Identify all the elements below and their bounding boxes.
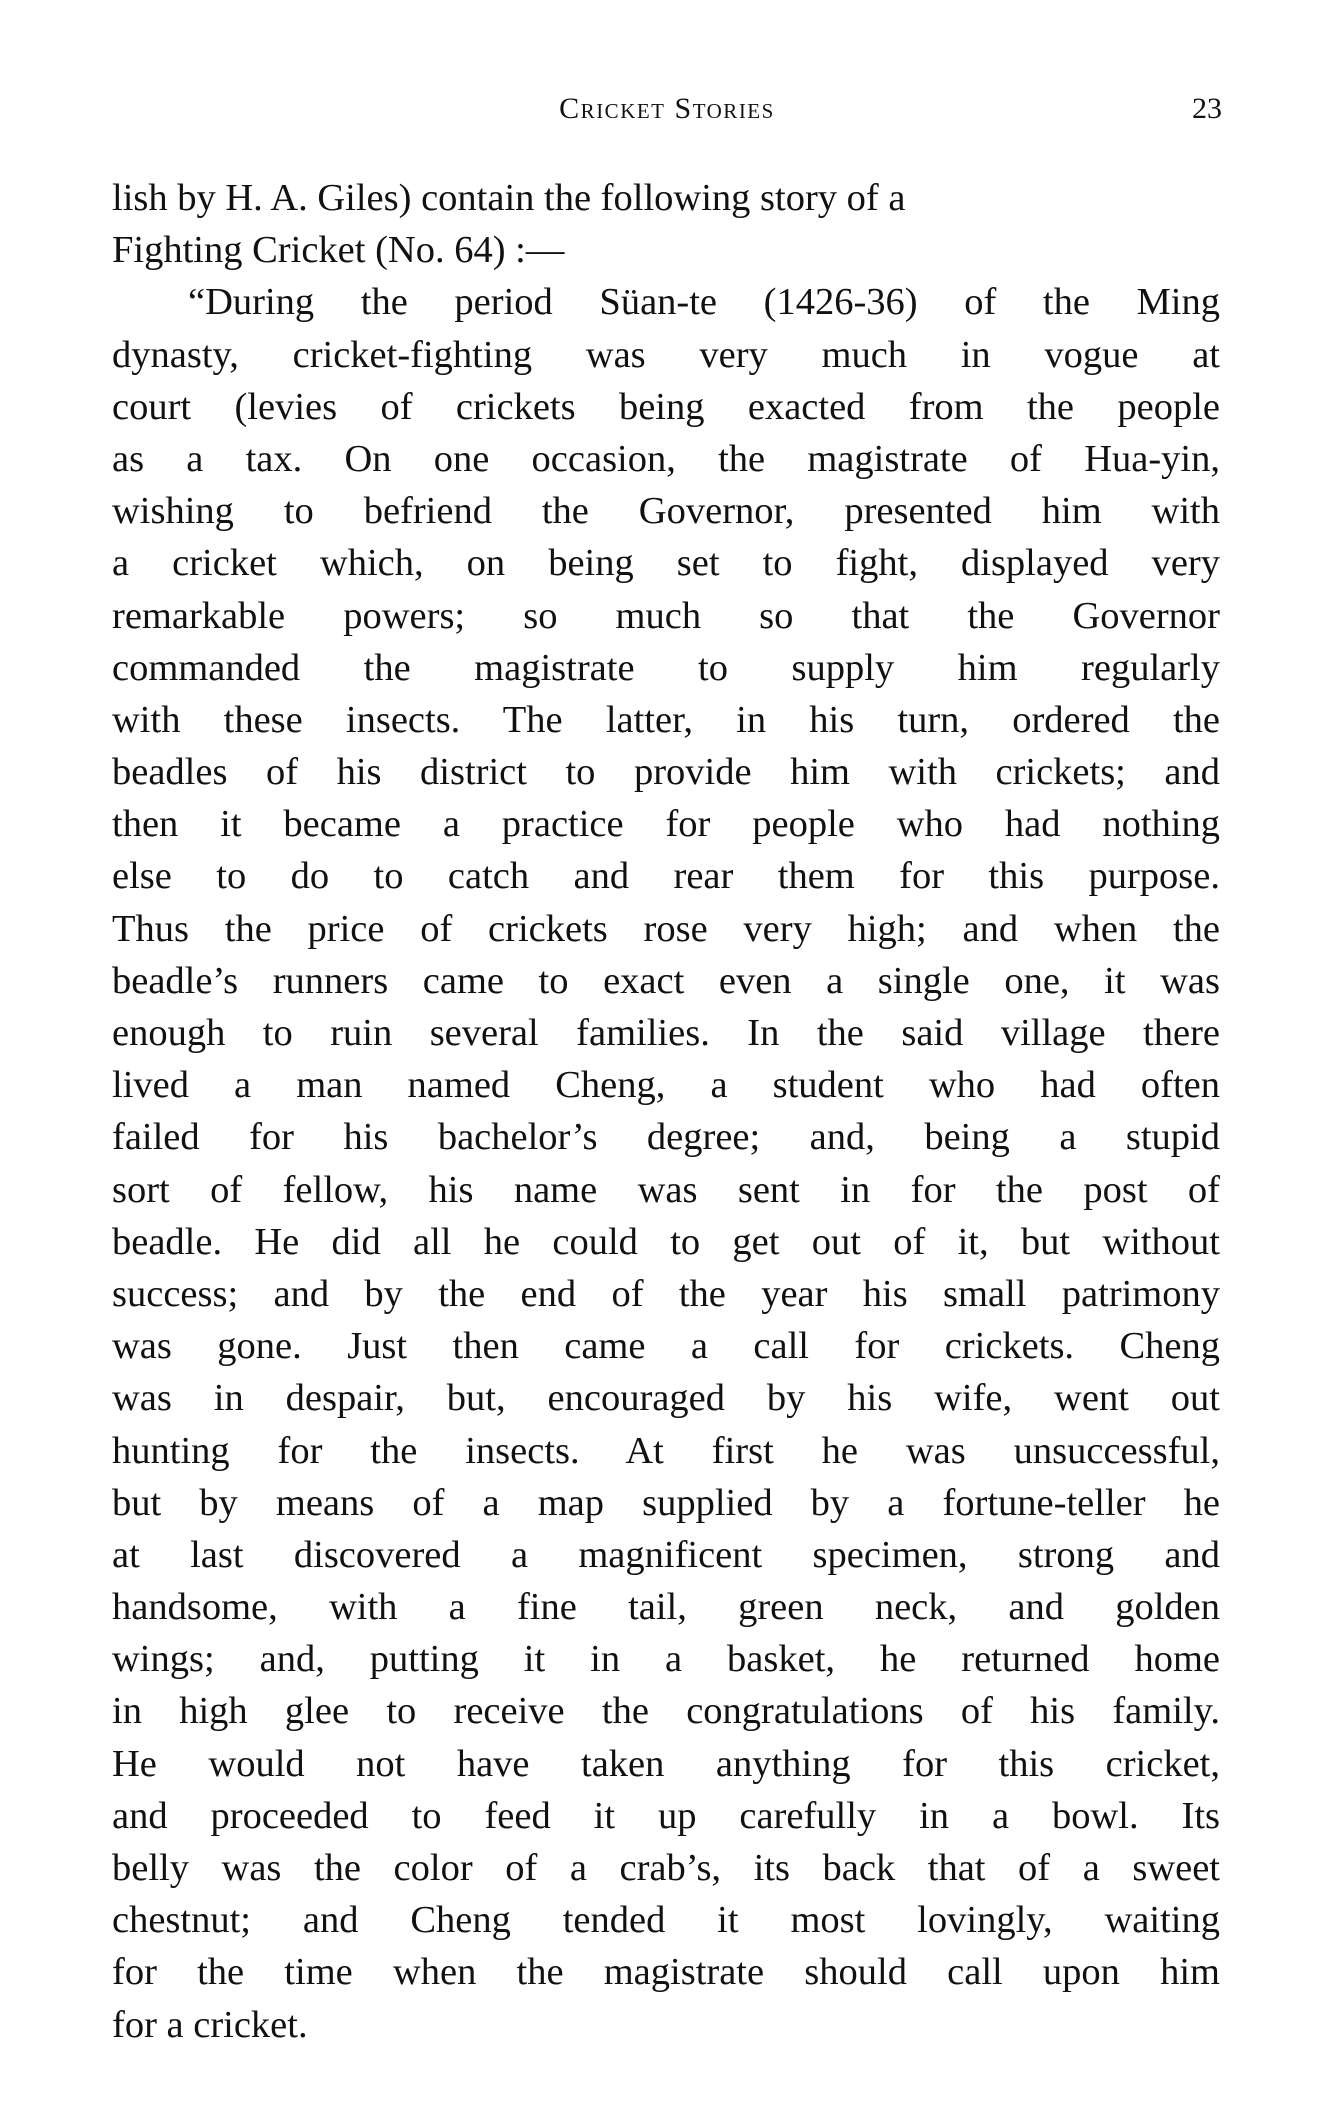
text-line: He would not have taken anything for this cricket, — [112, 1742, 1220, 1785]
text-line: sort of fellow, his name was sent in for the post of — [112, 1168, 1220, 1211]
text-line: beadle. He did all he could to get out of it, but without — [112, 1220, 1220, 1263]
text-line: then it became a practice for people who had nothing — [112, 803, 1220, 846]
text-line: was gone. Just then came a call for crickets. Cheng — [112, 1325, 1220, 1368]
text-line: with these insects. The latter, in his turn, ordered the — [112, 698, 1220, 741]
text-line: was in despair, but, encouraged by his wife, went out — [112, 1377, 1220, 1420]
text-line: for the time when the magistrate should call upon him — [112, 1951, 1220, 1994]
text-line: else to do to catch and rear them for this purpose. — [112, 855, 1220, 898]
text-line: Thus the price of crickets rose very high; and when the — [112, 907, 1220, 950]
running-title: Cricket Stories — [559, 92, 775, 125]
text-line: “During the period Süan-te (1426-36) of the Ming — [188, 281, 1220, 324]
text-line: lish by H. A. Giles) contain the following story of a — [112, 177, 906, 219]
body-text — [112, 172, 1220, 2051]
text-line: chestnut; and Cheng tended it most lovingly, waiting — [112, 1899, 1220, 1942]
text-line: beadle’s runners came to exact even a single one, it was — [112, 959, 1220, 1002]
text-line: but by means of a map supplied by a fortune-teller he — [112, 1481, 1220, 1524]
text-line: hunting for the insects. At first he was unsuccessful, — [112, 1429, 1220, 1472]
text-line: handsome, with a fine tail, green neck, and golden — [112, 1586, 1220, 1629]
page-header — [112, 92, 1222, 136]
text-line: in high glee to receive the congratulations of his family. — [112, 1690, 1220, 1733]
text-line: beadles of his district to provide him with crickets; and — [112, 751, 1220, 794]
text-line: for a cricket. — [112, 2003, 308, 2046]
text-line: commanded the magistrate to supply him regularly — [112, 646, 1220, 689]
text-line: remarkable powers; so much so that the Governor — [112, 594, 1220, 637]
text-line: belly was the color of a crab’s, its back that of a sweet — [112, 1847, 1220, 1889]
text-line: a cricket which, on being set to fight, displayed very — [112, 542, 1220, 585]
text-line: Fighting Cricket (No. 64) :— — [112, 229, 565, 272]
text-line: as a tax. On one occasion, the magistrate of Hua-yin, — [112, 437, 1220, 480]
text-line: court (levies of crickets being exacted from the people — [112, 385, 1220, 428]
text-line: enough to ruin several families. In the said village there — [112, 1012, 1220, 1054]
page-number: 23 — [1192, 92, 1222, 125]
text-line: at last discovered a magnificent specimen, strong and — [112, 1533, 1220, 1576]
text-line: wings; and, putting it in a basket, he returned home — [112, 1638, 1220, 1681]
text-line: and proceeded to feed it up carefully in a bowl. Its — [112, 1794, 1220, 1837]
text-line: lived a man named Cheng, a student who had often — [112, 1064, 1220, 1107]
text-line: success; and by the end of the year his small patrimony — [112, 1272, 1220, 1315]
text-line: failed for his bachelor’s degree; and, being a stupid — [112, 1116, 1220, 1159]
text-line: wishing to befriend the Governor, presented him with — [112, 490, 1220, 533]
text-line: dynasty, cricket-fighting was very much in vogue at — [112, 333, 1220, 376]
